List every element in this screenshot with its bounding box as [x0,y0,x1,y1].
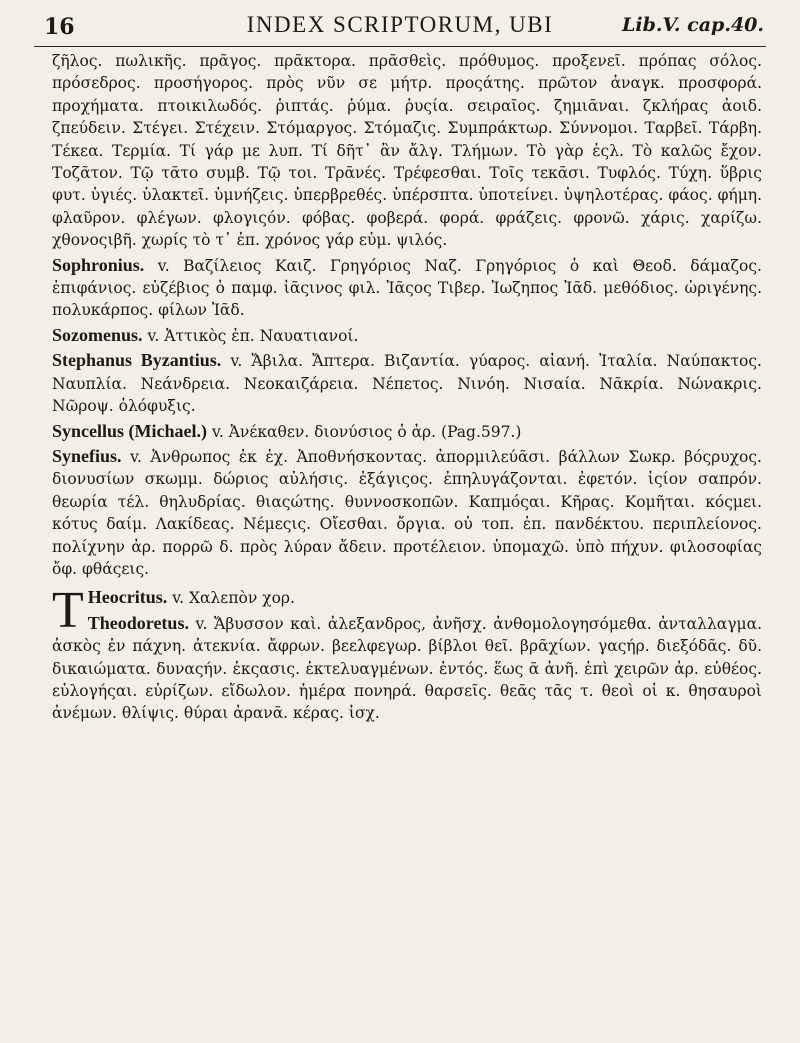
entry-terms: ζῆλος. πωλικῆς. πρᾶγος. πρᾶκτορα. πρᾶσθεὶς. πρόθυμος. προξενεῖ. πρόπας σόλος. πρόσεδρος. προσήγορος. πρὸς νῦν σε μήτρ. προςάτης. πρῶτον ἀναγκ. προσφορά. προχήματα. πτοικιλωδός. ῥιπτάς. ῥύμα. ῥυςία. σειραῖος. ζημιᾶναι. ζκλήρας ἀοιδ. ζπεύδειν. Στέγει. Στέχειν. Στόμαργος. Στόμαζις. Συμπράκτωρ. Σύννομοι. Ταρβεῖ. Τάρβη. Τέκεα. Τερμία. Τί γάρ με λυπ. Τί δῆτ᾽ ἂν ἄλγ. Τλήμων. Τὸ γὰρ ἐςλ. Τὸ καλῶς ἔχον. Τοζᾶτον. Τῷ τᾶτο συμβ. Τῷ τοι. Τρᾶνές. Τρέφεσθαι. Τοῖς τεκᾶσι. Τυφλός. Τύχη. ὕβρις φυτ. ὑγιές. ὑλακτεῖ. ὑμνήζεις. ὑπερβρεθές. ὑπέρσπτα. ὑποτείνει. ὑψηλοτέρας. φάος. φήμη. φλαῦρον. φλέγων. φλογιςόν. φόβας. φοβερά. φορά. φράζεις. φρονῶ. χάρις. χαρίζω. χθονοςιβῆ. χωρίς τὸ τ᾽ ἐπ. χρόνος γάρ εὐμ. ψιλός. [52,52,762,250]
entry-terms: v. Χαλεπὸν χορ. [172,589,295,608]
index-entry [52,254,762,322]
index-body [52,50,762,727]
drop-cap-letter: T [52,582,84,640]
author-name: Theodoretus. [87,612,189,633]
book-chapter-reference: Lib.V. cap.40. [622,14,764,36]
entry-terms: v. Ἀνθρωπος ἐκ ἐχ. Ἀποθνήσκοντας. ἀπορμιλεύᾶσι. βάλλων Σωκρ. βόςρυχος. διονυσίων σκωμμ. δώριος αὐλήσις. ἐξάγιςος. ἐπηλυγάζονται. ἐφετόν. ἱςίον σαπρόν. θεωρία τέλ. θηλυδρίας. θιαςώτης. θυννοσκοπῶν. Καπμόςαι. Κῆρας. Κομῆται. κόςμει. κότυς δαίμ. Λακίδεας. Νέμεςις. Οἴεσθαι. ὄργια. οὐ τοπ. ἐπ. πανδέκτου. περιπλείονος. πολίχνην ἀρ. πορρῶ δ. πρὸς λύραν ἄδειν. προτέλειον. ὑπομαχῶ. ὑπὸ πήχυν. φιλοσοφίας ὄφ. φθάςεις. [52,447,762,578]
index-entry [52,445,762,580]
entry-terms: v. Ἄβιλα. Ἄπτερα. Βιζαντία. γύαρος. αἰανή. Ἰταλία. Ναύπακτος. Ναυπλία. Νεάνδρεια. Νεοκαιζάρεια. Νέπετος. Νινόη. Νισαία. Νᾶκρία. Νώνακρις. Νῶροψ. ὀλόφυξις. [52,352,762,416]
page-header [34,6,766,47]
author-name: Synefius. [52,445,122,466]
entry-terms: v. Ἀττικὸς ἐπ. Ναυατιανοί. [147,326,359,345]
author-name: Sozomenus. [52,324,143,345]
author-name: Syncellus (Michael.) [52,420,207,441]
entry-terms: v. Ἄβυσσον καὶ. ἀλεξανδρος, ἀνῆσχ. ἀνθομολογησόμεθα. ἀνταλλαγμα. ἀσκὸς ἐν πάχνη. ἀτεκνία. ἄφρων. βεελφεγωρ. βίβλοι θεῖ. βρᾶχίων. γαςήρ. διεξόδᾶς. δῦ. δικαιώματα. δυναςήν. ἐκςασις. ἐκτελυαγμένων. ἐντός. ἕως ᾶ ἀνῆ. ἐπὶ χειρῶν ἀρ. εὐθέος. εὐλογήςαι. εὐρίζων. εἴδωλον. ἡμέρα πονηρά. θαρσεῖς. θεᾶς τᾶς τ. θεοὶ οἱ κ. θησαυροὶ ἀνέμων. θλίψις. θύραι ἀρανᾶ. κέρας. ἰσχ. [52,614,762,723]
entry-terms: v. Βαζίλειος Καιζ. Γρηγόριος Ναζ. Γρηγόριος ὁ καὶ Θεοδ. δάμαζος. ἐπιφάνιος. εὐζέβιος ὁ παμφ. ἰᾶςινος φιλ. Ἰᾶςος Τιβερ. Ἰωζηπος Ἰᾶδ. μεθόδιος. ὠριγένης. πολυκάρπος. φίλων Ἰᾶδ. [52,256,762,320]
page-number: 16 [44,14,75,40]
index-entry [52,349,762,417]
author-name: Heocritus. [87,587,168,608]
index-entry [52,324,762,347]
index-entry [52,420,762,443]
author-name: Stephanus Byzantius. [52,350,222,371]
author-name: Sophronius. [52,254,145,275]
entry-terms: v. Ἀνέκαθεν. διονύσιος ὁ ἀρ. (Pag.597.) [211,422,522,441]
running-title: INDEX SCRIPTORUM, UBI [246,12,554,37]
index-entry [52,612,762,725]
index-entry-continued [52,50,762,252]
